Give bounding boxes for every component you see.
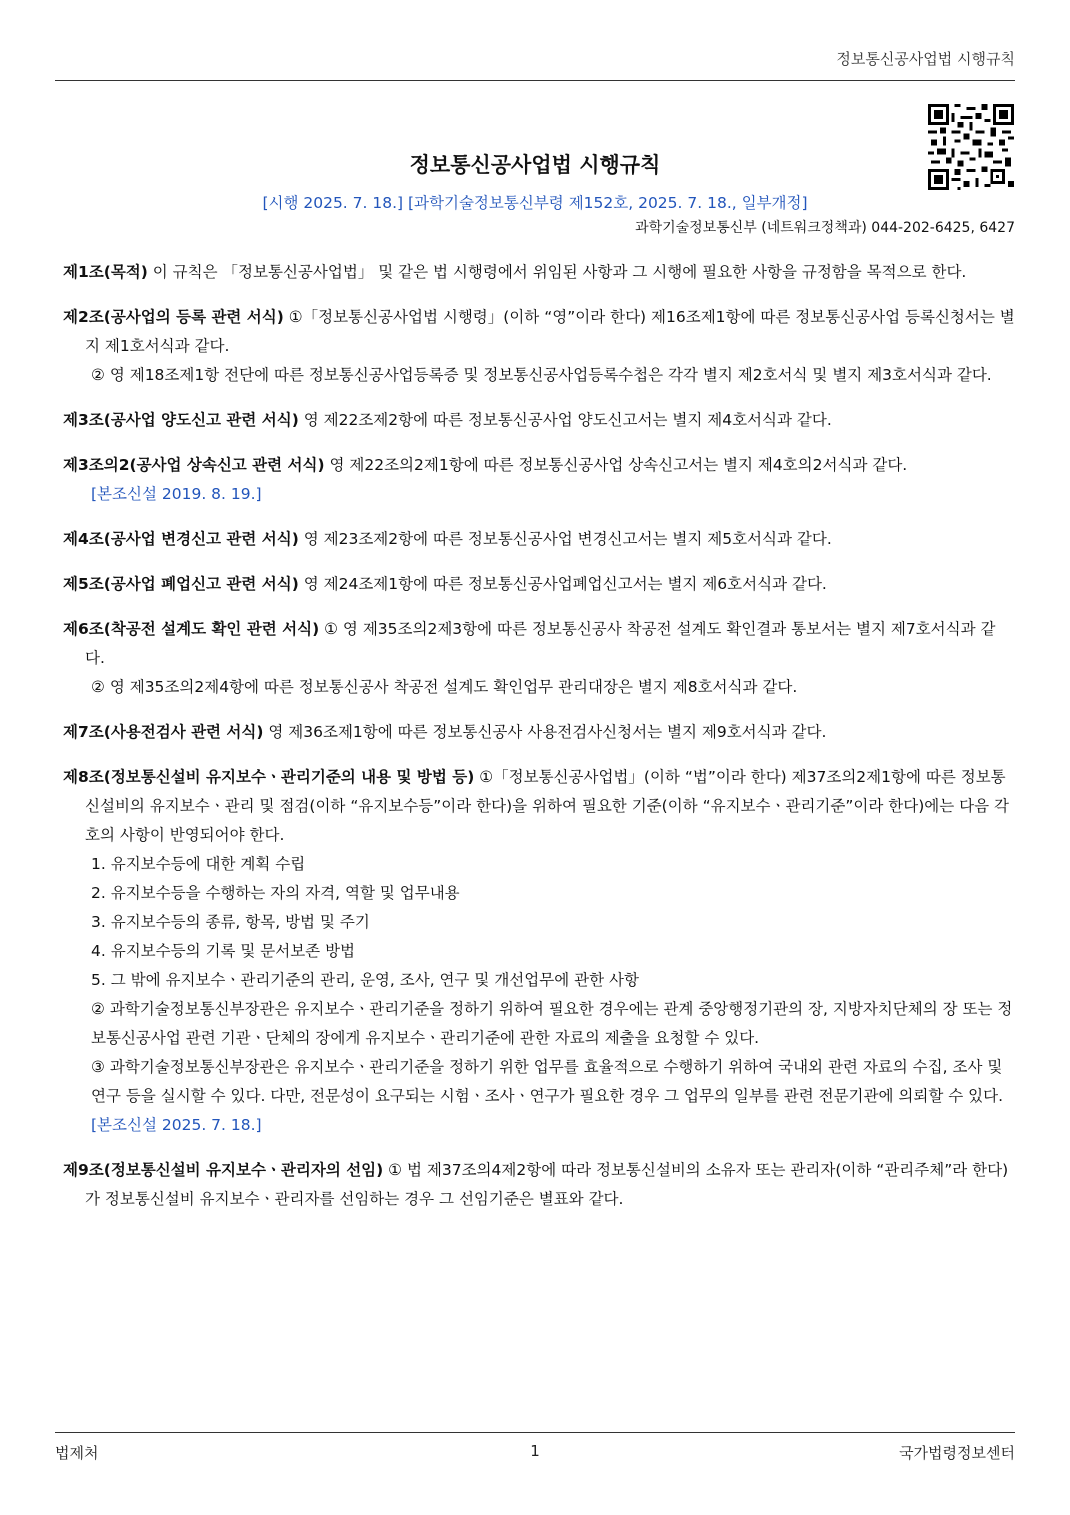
article-4 (63, 525, 1015, 554)
article-heading: 제1조(목적) (63, 263, 148, 281)
article-3 (63, 406, 1015, 435)
article-text: 영 제24조제1항에 따른 정보통신공사업폐업신고서는 별지 제6호서식과 같다. (298, 575, 827, 593)
article-paragraph: ② 영 제18조제1항 전단에 따른 정보통신공사업등록증 및 정보통신공사업등록수첩은 각각 별지 제2호서식 및 별지 제3호서식과 같다. (91, 366, 992, 384)
enactment-info: [시행 2025. 7. 18.] [과학기술정보통신부령 제152호, 2025. 7. 18., 일부개정] (262, 194, 808, 212)
article-text: 영 제22조제2항에 따른 정보통신공사업 양도신고서는 별지 제4호서식과 같다. (298, 411, 832, 429)
article-heading: 제2조(공사업의 등록 관련 서식) (63, 308, 284, 326)
amendment-note: [본조신설 2019. 8. 19.] (91, 485, 262, 503)
article-paragraph: ② 과학기술정보통신부장관은 유지보수ㆍ관리기준을 정하기 위하여 필요한 경우에는 관계 중앙행정기관의 장, 지방자치단체의 장 또는 정보통신공사업 관련 기관ㆍ단체의 장에게 유지보수ㆍ관리기준에 관한 자료의 제출을 요청할 수 있다. (91, 1000, 1013, 1047)
article-text: ①「정보통신공사업법 시행령」(이하 “영”이라 한다) 제16조제1항에 따른 정보통신공사업 등록신청서는 별지 제1호서식과 같다. (85, 308, 1015, 355)
article-heading: 제9조(정보통신설비 유지보수ㆍ관리자의 선임) (63, 1161, 384, 1179)
article-3-2 (63, 451, 1015, 509)
article-text: 영 제23조제2항에 따른 정보통신공사업 변경신고서는 별지 제5호서식과 같다. (298, 530, 832, 548)
article-1 (63, 258, 1015, 287)
footer-source: 국가법령정보센터 (899, 1444, 1015, 1462)
page-footer (55, 1432, 1015, 1463)
articles-body (63, 258, 1015, 1230)
list-item: 2. 유지보수등을 수행하는 자의 자격, 역할 및 업무내용 (91, 884, 460, 902)
article-text: 영 제22조의2제1항에 따른 정보통신공사업 상속신고서는 별지 제4호의2서식과 같다. (324, 456, 908, 474)
article-9 (63, 1156, 1015, 1214)
article-text: ① 영 제35조의2제3항에 따른 정보통신공사 착공전 설계도 확인결과 통보서는 별지 제7호서식과 같다. (85, 620, 996, 667)
ministry-contact: 과학기술정보통신부 (네트워크정책과) 044-202-6425, 6427 (635, 220, 1015, 236)
article-heading: 제3조의2(공사업 상속신고 관련 서식) (63, 456, 325, 474)
article-2 (63, 303, 1015, 390)
list-item: 3. 유지보수등의 종류, 항목, 방법 및 주기 (91, 913, 370, 931)
article-heading: 제3조(공사업 양도신고 관련 서식) (63, 411, 299, 429)
article-8 (63, 763, 1015, 1140)
article-5 (63, 570, 1015, 599)
running-title: 정보통신공사업법 시행규칙 (836, 50, 1015, 68)
article-heading: 제4조(공사업 변경신고 관련 서식) (63, 530, 299, 548)
article-heading: 제6조(착공전 설계도 확인 관련 서식) (63, 620, 320, 638)
article-text: ① 법 제37조의4제2항에 따라 정보통신설비의 소유자 또는 관리자(이하 “관리주체”라 한다)가 정보통신설비 유지보수ㆍ관리자를 선임하는 경우 그 선임기준은 별표와 같다. (85, 1161, 1009, 1208)
article-text: 이 규칙은 「정보통신공사업법」 및 같은 법 시행령에서 위임된 사항과 그 시행에 필요한 사항을 규정함을 목적으로 한다. (147, 263, 967, 281)
article-paragraph: ③ 과학기술정보통신부장관은 유지보수ㆍ관리기준을 정하기 위한 업무를 효율적으로 수행하기 위하여 국내외 관련 자료의 수집, 조사 및 연구 등을 실시할 수 있다. 다만, 전문성이 요구되는 시험ㆍ조사ㆍ연구가 필요한 경우 그 업무의 일부를 관련 전문기관에 의뢰할 수 있다. (91, 1058, 1004, 1105)
amendment-note: [본조신설 2025. 7. 18.] (91, 1116, 262, 1134)
list-item: 5. 그 밖에 유지보수ㆍ관리기준의 관리, 운영, 조사, 연구 및 개선업무에 관한 사항 (91, 971, 639, 989)
page-number: 1 (530, 1442, 540, 1460)
article-heading: 제7조(사용전검사 관련 서식) (63, 723, 264, 741)
article-heading: 제8조(정보통신설비 유지보수ㆍ관리기준의 내용 및 방법 등) (63, 768, 475, 786)
article-paragraph: ② 영 제35조의2제4항에 따른 정보통신공사 착공전 설계도 확인업무 관리대장은 별지 제8호서식과 같다. (91, 678, 798, 696)
article-7 (63, 718, 1015, 747)
list-item: 4. 유지보수등의 기록 및 문서보존 방법 (91, 942, 356, 960)
article-text: ①「정보통신공사업법」(이하 “법”이라 한다) 제37조의2제1항에 따른 정보통신설비의 유지보수ㆍ관리 및 점검(이하 “유지보수등”이라 한다)을 위하여 필요한 기준(이하 “유지보수ㆍ관리기준”이라 한다)에는 다음 각 호의 사항이 반영되어야 한다. (85, 768, 1009, 844)
list-item: 1. 유지보수등에 대한 계획 수립 (91, 855, 306, 873)
document-title: 정보통신공사업법 시행규칙 (409, 153, 661, 177)
article-heading: 제5조(공사업 폐업신고 관련 서식) (63, 575, 299, 593)
footer-publisher: 법제처 (55, 1444, 99, 1462)
article-6 (63, 615, 1015, 702)
running-header (55, 48, 1015, 81)
article-text: 영 제36조제1항에 따른 정보통신공사 사용전검사신청서는 별지 제9호서식과 같다. (263, 723, 827, 741)
